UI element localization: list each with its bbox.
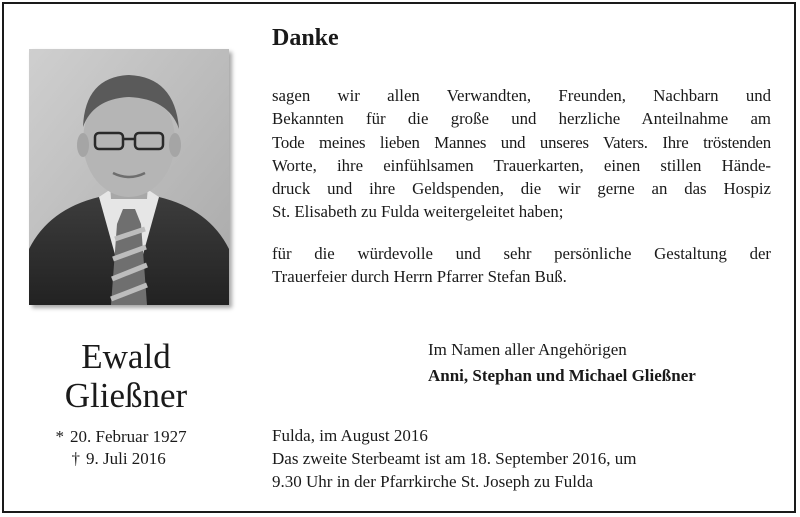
place-date-text: Fulda, im August 2016 [272,426,428,445]
deceased-last-name: Gließner [64,376,188,415]
text-line: druck und ihre Geldspenden, die wir gerne an das Hospiz [272,179,771,199]
text-line: St. Elisabeth zu Fulda weitergeleitet haben; [272,202,564,222]
text-line: Trauerfeier durch Herrn Pfarrer Stefan Buß. [272,267,567,287]
mass-line: 9.30 Uhr in der Pfarrkirche St. Joseph zu Fulda [272,472,594,491]
portrait-photo [29,49,229,305]
text-line: Tode meines lieben Mannes und unseres Vaters. Ihre tröstenden [272,132,771,152]
thanks-paragraph-1 [272,84,771,224]
thanks-heading: Danke [272,25,339,51]
place-date [272,424,772,447]
birth-row [40,426,220,448]
death-date: 9. Juli 2016 [86,449,166,468]
signature-intro: Im Namen aller Angehörigen [428,340,627,359]
death-cross-icon: † [71,449,80,468]
life-dates [40,426,220,470]
text-line: für die würdevolle und sehr persönliche Gestaltung der [272,244,771,263]
thanks-paragraph-2 [272,242,771,289]
portrait-photo-icon [29,49,229,305]
birth-star-icon: * [55,427,64,446]
deceased-first-name: Ewald [81,337,171,376]
signature-names: Anni, Stephan und Michael Gließner [428,366,696,385]
mass-line: Das zweite Sterbeamt ist am 18. September 2016, um [272,449,637,468]
text-line: sagen wir allen Verwandten, Freunden, Nachbarn und [272,86,771,105]
birth-date: 20. Februar 1927 [70,427,187,446]
mass-info [272,447,772,493]
death-row [40,448,220,470]
text-line: Worte, ihre einfühlsamen Trauerkarten, einen stillen Hände- [272,155,771,175]
text-line: Bekannten für die große und herzliche Anteilnahme am [272,109,771,129]
